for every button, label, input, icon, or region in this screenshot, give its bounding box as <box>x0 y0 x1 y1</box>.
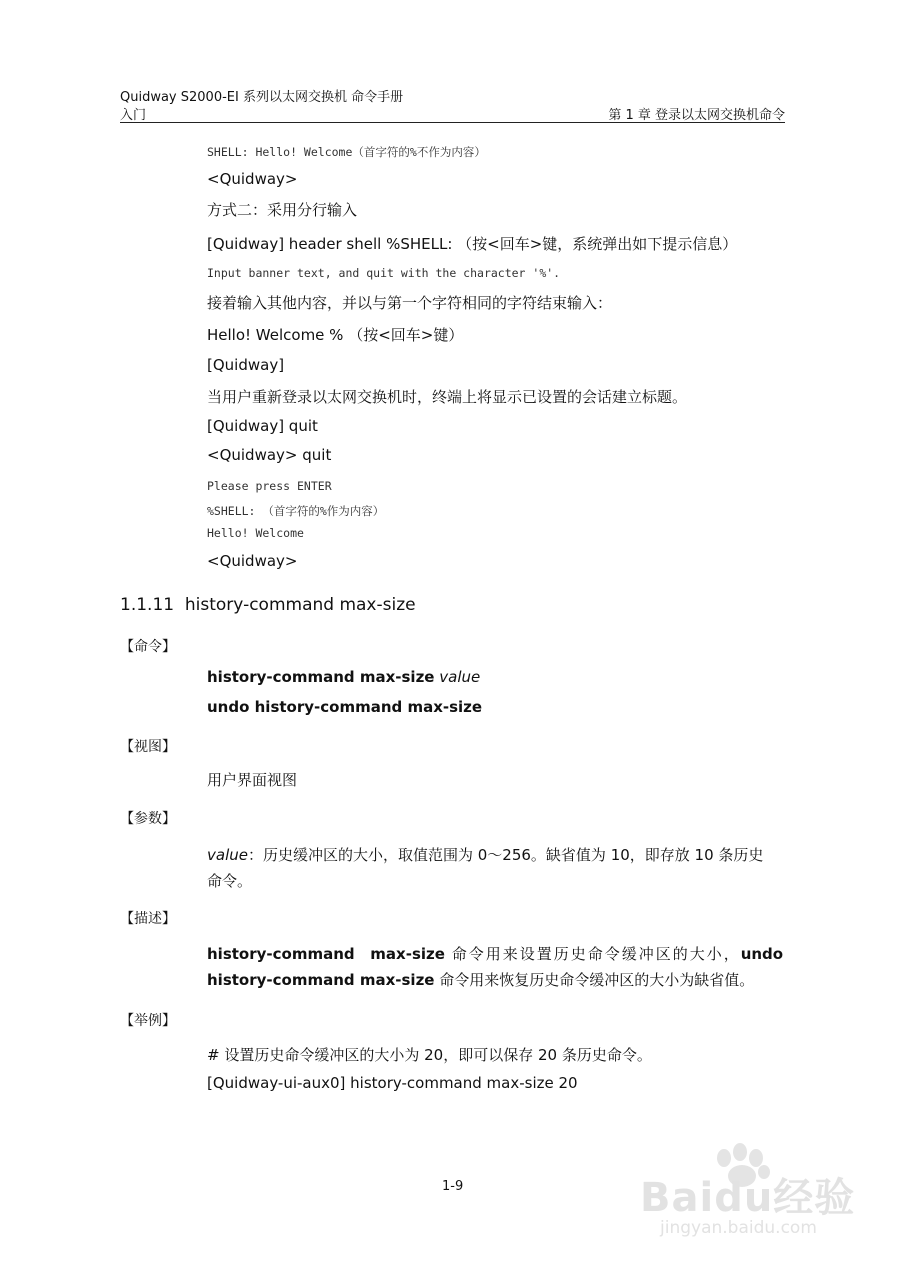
example-label: 【举例】 <box>120 1013 176 1029</box>
prompt-line: <Quidway> <box>207 170 298 188</box>
example-command: [Quidway-ui-aux0] history-command max-size 20 <box>207 1074 578 1092</box>
params-line <box>207 844 763 865</box>
param-desc: ：历史缓冲区的大小，取值范围为 0～256。缺省值为 10，即存放 10 条历史 <box>247 846 764 864</box>
command-syntax <box>207 668 480 686</box>
description-label: 【描述】 <box>120 911 176 927</box>
code-line: Hello! Welcome <box>207 526 304 540</box>
syntax-param: value <box>439 668 481 686</box>
params-label: 【参数】 <box>120 811 176 827</box>
header-chapter: 第 1 章 登录以太网交换机命令 <box>608 108 785 123</box>
code-line: SHELL: Hello! Welcome（首字符的%不作为内容） <box>207 145 486 159</box>
text-line: 当用户重新登录以太网交换机时，终端上将显示已设置的会话建立标题。 <box>207 388 688 406</box>
param-name: value <box>207 846 248 864</box>
command-line: [Quidway] header shell %SHELL: （按<回车>键，系统弹出如下提示信息） <box>207 235 738 253</box>
prompt-line: <Quidway> <box>207 552 298 570</box>
params-line-2: 命令。 <box>207 872 253 890</box>
text-line: Hello! Welcome % （按<回车>键） <box>207 326 464 344</box>
command-line: <Quidway> quit <box>207 446 332 464</box>
code-line: Input banner text, and quit with the character '%'. <box>207 266 561 280</box>
desc-keyword-2: history-command max-size <box>207 971 435 989</box>
example-comment: # 设置历史命令缓冲区的大小为 20，即可以保存 20 条历史命令。 <box>207 1046 652 1064</box>
syntax-keyword: history-command max-size <box>207 668 435 686</box>
description-line <box>207 943 783 964</box>
undo-syntax: undo history-command max-size <box>207 698 483 716</box>
header-rule <box>120 122 785 123</box>
desc-text-2: 命令用来恢复历史命令缓冲区的大小为缺省值。 <box>434 971 755 989</box>
code-line: %SHELL: （首字符的%作为内容） <box>207 504 385 518</box>
section-heading <box>120 595 416 615</box>
page-number: 1-9 <box>442 1179 464 1194</box>
view-text: 用户界面视图 <box>207 771 298 789</box>
command-line: [Quidway] quit <box>207 417 318 435</box>
desc-text: 命令用来设置历史命令缓冲区的大小， <box>444 945 741 963</box>
command-label: 【命令】 <box>120 639 176 655</box>
view-label: 【视图】 <box>120 739 176 755</box>
desc-undo: undo <box>740 945 784 963</box>
section-number: 1.1.11 <box>120 595 175 615</box>
section-title: history-command max-size <box>184 595 416 615</box>
header-section: 入门 <box>120 108 147 123</box>
text-line: 接着输入其他内容，并以与第一个字符相同的字符结束输入： <box>207 294 613 312</box>
desc-keyword: history-command max-size <box>207 945 445 963</box>
watermark-brand: Baidu经验 <box>640 1175 856 1221</box>
description-line-2 <box>207 969 754 990</box>
header-title: Quidway S2000-EI 系列以太网交换机 命令手册 <box>120 90 404 105</box>
baidu-watermark <box>636 1140 856 1250</box>
code-line: Please press ENTER <box>207 479 332 493</box>
text-line: 方式二：采用分行输入 <box>207 201 358 219</box>
prompt-line: [Quidway] <box>207 356 285 374</box>
watermark-url: jingyan.baidu.com <box>660 1218 817 1238</box>
